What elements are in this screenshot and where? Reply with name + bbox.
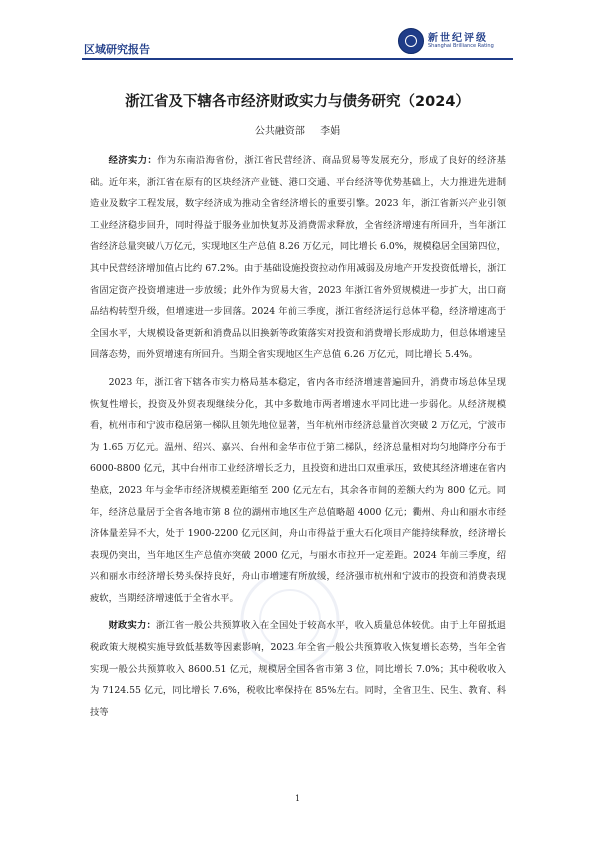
logo-name-cn: 新世纪评级 — [428, 33, 488, 44]
paragraph-economic-strength — [90, 150, 506, 366]
report-body — [90, 150, 506, 729]
paragraph-text: 作为东南沿海省份，浙江省民营经济、商品贸易等发展充分，形成了良好的经济基础。近年来，浙江省在原有的区块经济产业链、港口交通、平台经济等优势基础上，大力推进先进制造业及数字工程发展，数字经济成为推动全省经济增长的重要引擎。2023 年，浙江省新兴产业引领工业经济稳步回升，同时得益于服务业加快复苏及消费需求释放，全省经济增速有所回升，当年浙江省经济总量突破八万亿元，实现地区生产总值 8.26 万亿元，同比增长 6.0%，规模稳居全国第四位，其中民营经济增加值占比约 67.2%。由于基础设施投资拉动作用减弱及房地产开发投资低增长，浙江省固定资产投资增速进一步放缓；此外作为贸易大省，2023 年浙江省外贸规模进一步扩大，出口商品结构转型升级，但增速进一步回落。2024 年前三季度，浙江省经济运行总体平稳，经济增速高于全国水平，大规模设备更新和消费品以旧换新等政策落实对投资和消费增长形成助力，但总体增速呈回落态势，而外贸增速有所回升。当期全省实现地区生产总值 6.26 万亿元，同比增长 5.4%。 — [90, 155, 506, 361]
paragraph-fiscal-strength — [90, 615, 506, 723]
author-name: 李娟 — [320, 126, 341, 137]
document-title: 浙江省及下辖各市经济财政实力与债务研究（2024） — [125, 94, 470, 110]
author-line — [0, 122, 595, 137]
brilliance-rating-emblem-icon — [398, 28, 424, 54]
brand-logo — [398, 24, 516, 56]
header-rule — [82, 58, 513, 60]
section-label: 区域研究报告 — [84, 43, 150, 56]
paragraph-city-comparison — [90, 372, 506, 610]
paragraph-lead: 财政实力： — [108, 620, 156, 632]
logo-name-en: Shanghai Brilliance Rating — [428, 43, 494, 49]
paragraph-text: 2023 年，浙江省下辖各市实力格局基本稳定，省内各市经济增速普遍回升，消费市场总体呈现恢复性增长，投资及外贸表现继续分化，其中多数地市两者增速水平同比进一步弱化。从经济规模看，杭州市和宁波市稳居第一梯队且领先地位显著，当年杭州市经济总量首次突破 2 万亿元，宁波市为 1.65 万亿元。温州、绍兴、嘉兴、台州和金华市位于第二梯队，经济总量相对均匀地降序分布于 6000-8800 亿元，其中台州市工业经济增长乏力，且投资和进出口双重承压，致使其经济增速在省内垫底，2023 年与金华市经济规模差距缩至 200 亿元左右，其余各市间的差额大约为 800 亿元。同年，经济总量居于全省各地市第 8 位的湖州市地区生产总值略超 4000 亿元；衢州、舟山和丽水市经济体量差异不大，处于 1900-2200 亿元区间，舟山市得益于重大石化项目产能持续释放，经济增长表现仍突出，当年地区生产总值亦突破 2000 亿元，与丽水市拉开一定差距。2024 年前三季度，绍兴和丽水市经济增长势头保持良好，舟山市增速有所放缓，经济强市杭州和宁波市的投资和消费表现疲软，当期经济增速低于全省水平。 — [90, 376, 506, 604]
paragraph-lead: 经济实力： — [108, 155, 158, 166]
page-number: 1 — [294, 794, 301, 803]
department-name: 公共融资部 — [254, 126, 305, 137]
paragraph-text: 浙江省一般公共预算收入在全国处于较高水平，收入质量总体较优。由于上年留抵退税政策大规模实施导致低基数等因素影响，2023 年全省一般公共预算收入恢复增长态势，当年全省实现一般公共预算收入 8600.51 亿元，规模居全国各省市第 3 位，同比增长 7.0%；其中税收收入为 7124.55 亿元，同比增长 7.6%，税收比率保持在 85%左右。同时，全省卫生、民生、教育、科技等 — [90, 620, 506, 718]
